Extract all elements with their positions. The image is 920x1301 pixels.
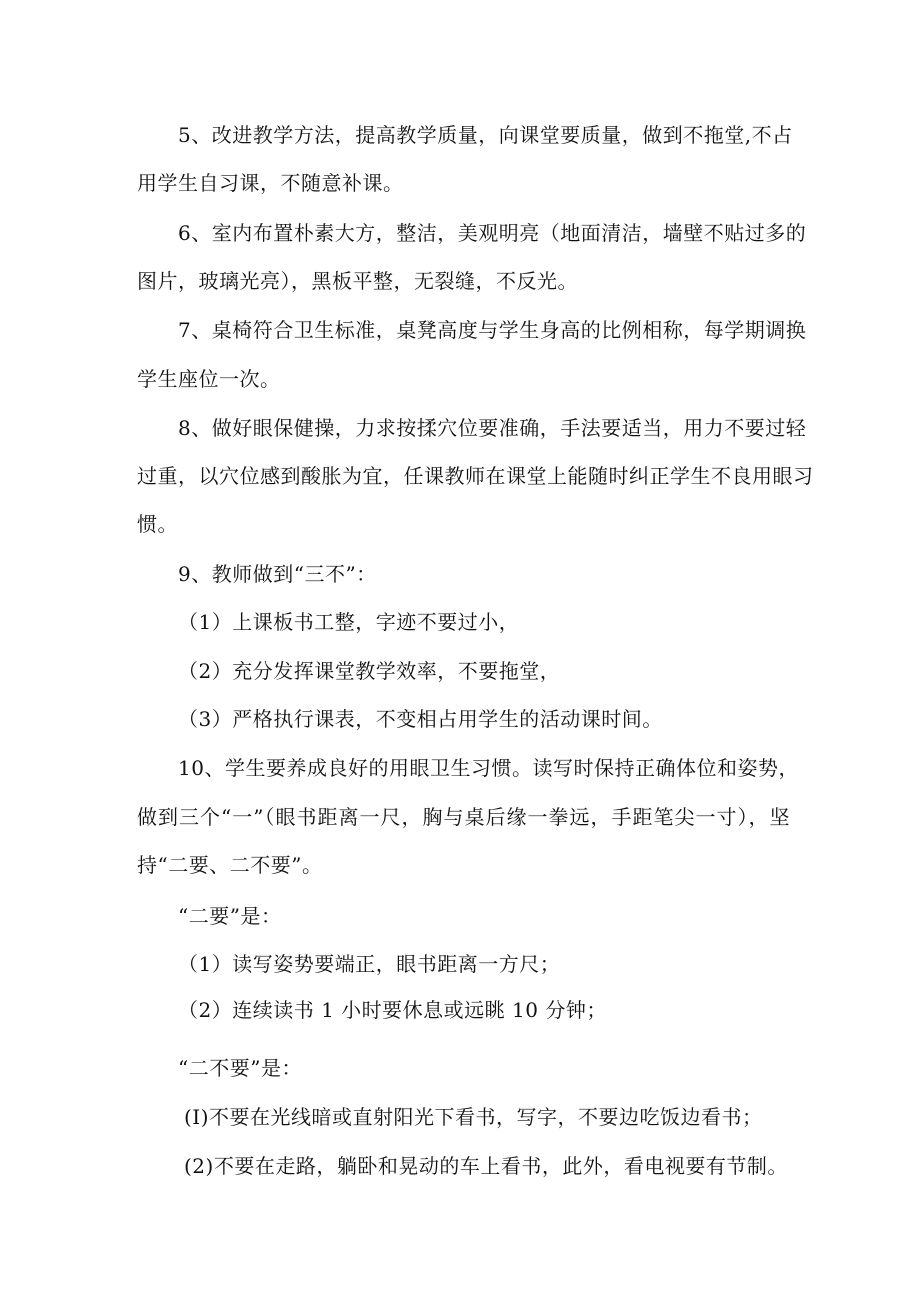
item-5-line-1: 5、改进教学方法，提高教学质量，向课堂要质量，做到不拖堂,不占 bbox=[178, 123, 793, 147]
two-donts-item-1: (I)不要在光线暗或直射阳光下看书，写字，不要边吃饭边看书； bbox=[184, 1105, 763, 1129]
item-10-line-1: 10、学生要养成良好的用眼卫生习惯。读写时保持正确体位和姿势， bbox=[178, 756, 799, 780]
item-9-heading: 9、教师做到“三不”： bbox=[178, 562, 377, 586]
two-dos-item-2: （2）连续读书 1 小时要休息或远眺 10 分钟； bbox=[178, 998, 607, 1022]
item-9-sub-1: （1）上课板书工整，字迹不要过小， bbox=[178, 610, 520, 634]
item-6-line-1: 6、室内布置朴素大方，整洁，美观明亮（地面清洁，墙壁不贴过多的 bbox=[178, 221, 807, 245]
item-5-line-2: 用学生自习课，不随意补课。 bbox=[137, 171, 404, 195]
two-dos-heading: “二要”是： bbox=[178, 904, 282, 928]
two-donts-item-2: (2)不要在走路，躺卧和晃动的车上看书，此外，看电视要有节制。 bbox=[184, 1154, 788, 1178]
two-dos-item-1: （1）读写姿势要端正，眼书距离一方尺； bbox=[178, 952, 561, 976]
item-9-sub-2: （2）充分发挥课堂教学效率，不要拖堂， bbox=[178, 659, 561, 683]
item-9-sub-3: （3）严格执行课表，不变相占用学生的活动课时间。 bbox=[178, 707, 663, 731]
item-6-line-2: 图片，玻璃光亮），黑板平整，无裂缝，不反光。 bbox=[137, 269, 578, 293]
item-10-line-3: 持“二要、二不要”。 bbox=[137, 853, 323, 877]
item-8-line-2: 过重，以穴位感到酸胀为宜，任课教师在课堂上能随时纠正学生不良用眼习 bbox=[137, 464, 814, 488]
item-8-line-3: 惯。 bbox=[137, 512, 178, 536]
item-8-line-1: 8、做好眼保健操，力求按揉穴位要准确，手法要适当，用力不要过轻 bbox=[178, 416, 807, 440]
item-7-line-2: 学生座位一次。 bbox=[137, 367, 281, 391]
two-donts-heading: “二不要”是： bbox=[178, 1056, 302, 1080]
item-10-line-2: 做到三个“一”（眼书距离一尺，胸与桌后缘一拳远，手距笔尖一寸），坚 bbox=[137, 805, 790, 829]
item-7-line-1: 7、桌椅符合卫生标准，桌凳高度与学生身高的比例相称，每学期调换 bbox=[178, 318, 807, 342]
